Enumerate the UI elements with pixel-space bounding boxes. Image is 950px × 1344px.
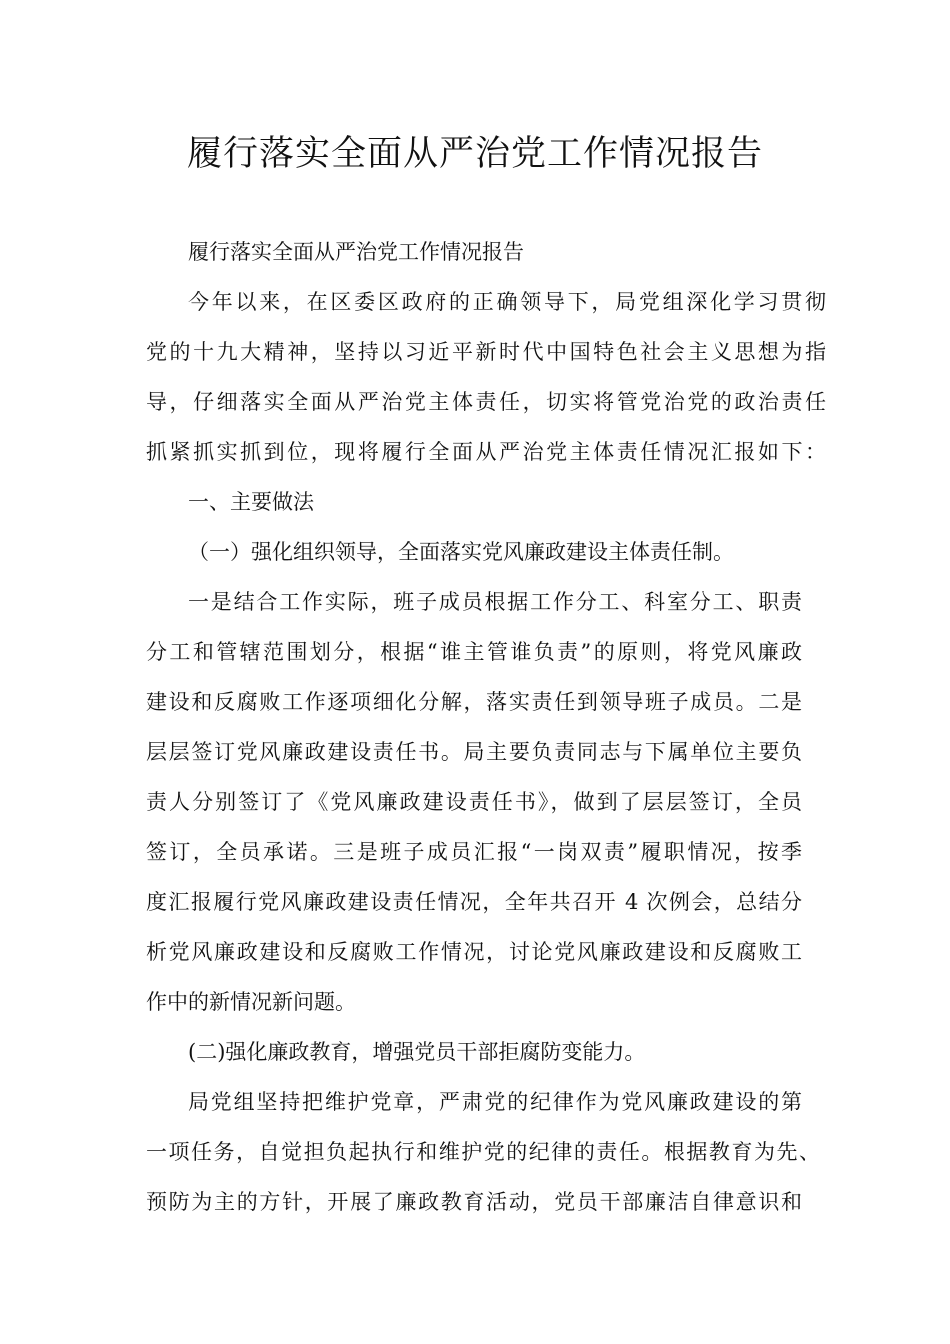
paragraph-line: 分工和管辖范围划分，根据“谁主管谁负责”的原则，将党风廉政 <box>146 640 802 664</box>
paragraph-line: 局党组坚持把维护党章，严肃党的纪律作为党风廉政建设的第 <box>188 1090 802 1114</box>
subsection-heading: (二)强化廉政教育，增强党员干部拒腐防变能力。 <box>188 1040 646 1064</box>
paragraph-line: 一项任务，自觉担负起执行和维护党的纪律的责任。根据教育为先、 <box>146 1140 820 1164</box>
paragraph-line: 度汇报履行党风廉政建设责任情况，全年共召开 4 次例会，总结分 <box>146 890 802 914</box>
paragraph-line: 一是结合工作实际，班子成员根据工作分工、科室分工、职责 <box>188 590 802 614</box>
paragraph-line: 抓紧抓实抓到位，现将履行全面从严治党主体责任情况汇报如下： <box>146 440 826 464</box>
paragraph-line: 层层签订党风廉政建设责任书。局主要负责同志与下属单位主要负 <box>146 740 802 764</box>
paragraph-line: 今年以来，在区委区政府的正确领导下，局党组深化学习贯彻 <box>188 290 826 314</box>
paragraph-line: 签订，全员承诺。三是班子成员汇报“一岗双责”履职情况，按季 <box>146 840 802 864</box>
subtitle-line: 履行落实全面从严治党工作情况报告 <box>188 240 524 264</box>
paragraph-line: 建设和反腐败工作逐项细化分解，落实责任到领导班子成员。二是 <box>146 690 802 714</box>
subsection-heading: （一）强化组织领导，全面落实党风廉政建设主体责任制。 <box>188 540 734 564</box>
document-title: 履行落实全面从严治党工作情况报告 <box>186 134 763 174</box>
paragraph-line: 预防为主的方针，开展了廉政教育活动，党员干部廉洁自律意识和 <box>146 1190 802 1214</box>
paragraph-line: 责人分别签订了《党风廉政建设责任书》，做到了层层签订，全员 <box>146 790 802 814</box>
section-heading: 一、主要做法 <box>188 490 314 514</box>
paragraph-line: 党的十九大精神，坚持以习近平新时代中国特色社会主义思想为指 <box>146 340 826 364</box>
paragraph-line: 作中的新情况新问题。 <box>146 990 356 1014</box>
paragraph-line: 析党风廉政建设和反腐败工作情况，讨论党风廉政建设和反腐败工 <box>146 940 802 964</box>
paragraph-line: 导，仔细落实全面从严治党主体责任，切实将管党治党的政治责任 <box>146 390 826 414</box>
